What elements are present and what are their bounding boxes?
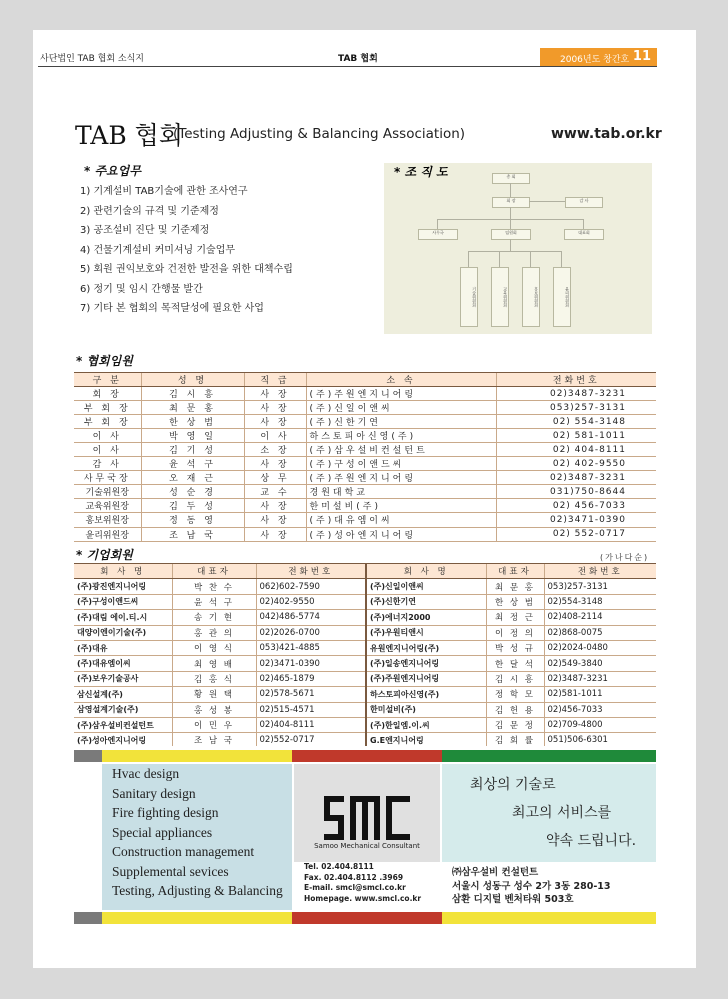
ad-bar-segment	[102, 912, 292, 924]
header-edition-box	[540, 48, 657, 66]
ad-slogan-line: 약속 드립니다.	[546, 833, 637, 849]
org-line	[468, 251, 469, 267]
org-box-committee: 교육위원회	[491, 267, 509, 327]
cell-company: 유원엔지니어링(주)	[366, 640, 486, 655]
table-row	[74, 457, 656, 471]
cell-representative: 이 영 식	[172, 640, 256, 655]
cell-representative: 한 달 석	[486, 656, 544, 671]
ad-color-bar-bottom	[74, 912, 656, 924]
ad-contact	[294, 862, 440, 910]
cell-representative: 최 문 홍	[486, 579, 544, 594]
cell-rank: 사 장	[244, 513, 306, 527]
cell-company: (주)주원엔지니어링	[366, 671, 486, 686]
ad-address-line: 삼환 디지털 벤처타워 503호	[452, 894, 574, 905]
ad-bar-segment	[74, 912, 102, 924]
column-header: 전화번호	[544, 564, 656, 579]
cell-phone: 053)421-4885	[256, 640, 366, 655]
table-row	[74, 527, 656, 541]
ad-logo-panel	[294, 764, 440, 910]
ad-service: Construction management	[112, 844, 255, 859]
header-rule	[38, 66, 657, 67]
cell-representative: 한 상 범	[486, 594, 544, 609]
ad-color-bar-top	[74, 750, 656, 762]
cell-phone: 02) 581-1011	[496, 429, 656, 443]
executives-heading: * 협회임원	[76, 354, 133, 368]
column-header: 성 명	[141, 373, 244, 387]
org-line	[510, 183, 511, 197]
cell-company: 삼신설계(주)	[74, 687, 172, 702]
cell-name: 한 상 범	[141, 415, 244, 429]
table-row	[74, 702, 656, 717]
cell-phone: 051)506-6301	[544, 733, 656, 748]
cell-affiliation: 하스토피아신영(주)	[306, 429, 496, 443]
cell-company: (주)광진엔지니어링	[74, 579, 172, 594]
cell-company: 한미설비(주)	[366, 702, 486, 717]
cell-affiliation: (주)성아엔지니어링	[306, 527, 496, 541]
cell-phone: 062)602-7590	[256, 579, 366, 594]
column-header: 대표자	[172, 564, 256, 579]
cell-phone: 031)750-8644	[496, 485, 656, 499]
website-link[interactable]: www.tab.or.kr	[551, 126, 662, 142]
business-heading: * 주요업무	[84, 164, 141, 178]
cell-phone: 02)404-8111	[256, 717, 366, 732]
org-box-representatives: 대표회	[564, 229, 604, 240]
org-line	[468, 251, 562, 252]
cell-representative: 박 성 규	[486, 640, 544, 655]
cell-position: 사무국장	[74, 471, 141, 485]
cell-affiliation: (주)주원엔지니어링	[306, 471, 496, 485]
table-row	[74, 387, 656, 401]
cell-phone: 02)3487-3231	[496, 387, 656, 401]
cell-representative: 김 시 흥	[486, 671, 544, 686]
cell-phone: 02)549-3840	[544, 656, 656, 671]
cell-name: 최 문 홍	[141, 401, 244, 415]
table-row	[74, 671, 656, 686]
cell-rank: 소 장	[244, 443, 306, 457]
column-header: 구 분	[74, 373, 141, 387]
ad-contact-line: Homepage. www.smcl.co.kr	[304, 893, 422, 903]
business-item: 2) 관련기술의 규격 및 기준제정	[80, 205, 219, 217]
cell-phone: 02)2026-0700	[256, 625, 366, 640]
running-header	[38, 48, 657, 66]
cell-affiliation: (주)구성이앤드씨	[306, 457, 496, 471]
cell-rank: 상 무	[244, 471, 306, 485]
cell-company: (주)일송엔지니어링	[366, 656, 486, 671]
cell-position: 교육위원장	[74, 499, 141, 513]
business-item: 7) 기타 본 협회의 목적달성에 필요한 사업	[80, 303, 264, 314]
table-row	[74, 579, 656, 594]
cell-company: 하스토피아신영(주)	[366, 687, 486, 702]
cell-phone: 02)709-4800	[544, 717, 656, 732]
cell-company: (주)우원티앤시	[366, 625, 486, 640]
cell-phone: 02)581-1011	[544, 687, 656, 702]
members-table	[74, 563, 656, 749]
cell-representative: 김 헌 용	[486, 702, 544, 717]
column-header: 직 급	[244, 373, 306, 387]
ad-contact-line: Tel. 02.404.8111	[304, 862, 374, 871]
page-number: 11	[632, 49, 651, 64]
cell-rank: 사 장	[244, 415, 306, 429]
ad-contact-line: E-mail. smcl@smcl.co.kr	[304, 883, 406, 892]
org-box-committee: 기술위원회	[460, 267, 478, 327]
ad-company-name-en: Samoo Mechanical Consultant	[314, 842, 420, 850]
cell-name: 김 시 흥	[141, 387, 244, 401]
table-row	[74, 656, 656, 671]
cell-phone: 02)408-2114	[544, 610, 656, 625]
cell-affiliation: (주)신일이앤씨	[306, 401, 496, 415]
cell-phone: 053)257-3131	[496, 401, 656, 415]
ad-slogan-line: 최상의 기술로	[470, 777, 556, 793]
org-box-committee: 윤리위원회	[553, 267, 571, 327]
cell-representative: 이 정 의	[486, 625, 544, 640]
business-item: 3) 공조설비 진단 및 기준제정	[80, 225, 210, 236]
column-header: 전화번호	[256, 564, 366, 579]
cell-representative: 송 기 현	[172, 610, 256, 625]
smc-logo-icon	[324, 796, 410, 840]
org-line	[510, 207, 511, 219]
ad-contact-line: Fax. 02.404.8112 .3969	[304, 872, 404, 882]
ad-service: Supplemental sevices	[112, 863, 229, 879]
cell-affiliation: (주)삼우설비컨설턴트	[306, 443, 496, 457]
members-heading: * 기업회원	[76, 548, 133, 562]
cell-representative: 김 회 률	[486, 733, 544, 748]
cell-rank: 사 장	[244, 401, 306, 415]
cell-affiliation: 한미설비(주)	[306, 499, 496, 513]
cell-phone: 053)257-3131	[544, 579, 656, 594]
cell-company: 대양이엔이기술(주)	[74, 625, 172, 640]
cell-phone: 02)3487-3231	[544, 671, 656, 686]
cell-company: (주)에너지2000	[366, 610, 486, 625]
cell-company: (주)구성이앤드씨	[74, 594, 172, 609]
table-row	[74, 717, 656, 732]
cell-phone: 02)554-3148	[544, 594, 656, 609]
cell-position: 윤리위원장	[74, 527, 141, 541]
org-box-secretariat: 사무국	[418, 229, 458, 240]
table-row	[74, 610, 656, 625]
cell-representative: 황 원 택	[172, 687, 256, 702]
cell-affiliation: (주)대유엠이씨	[306, 513, 496, 527]
org-line	[499, 251, 500, 267]
cell-representative: 조 남 국	[172, 733, 256, 748]
org-line	[529, 201, 565, 202]
cell-affiliation: 경원대학교	[306, 485, 496, 499]
table-header-row	[74, 564, 656, 579]
cell-rank: 사 장	[244, 499, 306, 513]
ad-bar-segment	[74, 750, 102, 762]
cell-phone: 02)578-5671	[256, 687, 366, 702]
page-title: TAB 협회	[75, 121, 183, 150]
ad-bar-segment	[292, 750, 442, 762]
cell-representative: 홍 성 봉	[172, 702, 256, 717]
cell-company: (주)대유엠이씨	[74, 656, 172, 671]
cell-phone: 02)515-4571	[256, 702, 366, 717]
ad-bar-segment	[442, 750, 656, 762]
table-row	[74, 429, 656, 443]
cell-rank: 교 수	[244, 485, 306, 499]
cell-phone: 02)868-0075	[544, 625, 656, 640]
column-header: 소 속	[306, 373, 496, 387]
ad-service: Sanitary design	[112, 785, 196, 801]
ad-address-line: 서울시 성동구 성수 2가 3동 280-13	[452, 880, 611, 892]
table-row	[74, 594, 656, 609]
ad-services-panel	[102, 764, 292, 910]
cell-phone: 02) 404-8111	[496, 443, 656, 457]
table-row	[74, 401, 656, 415]
cell-company: G.E엔지니어링	[366, 733, 486, 748]
column-header: 전화번호	[496, 373, 656, 387]
cell-position: 부 회 장	[74, 415, 141, 429]
business-item: 1) 기계설비 TAB기술에 관한 조사연구	[80, 186, 248, 197]
cell-representative: 김 문 정	[486, 717, 544, 732]
table-row	[74, 415, 656, 429]
cell-phone: 02)2024-0480	[544, 640, 656, 655]
business-item: 4) 건물기계설비 커미셔닝 기술업무	[80, 244, 236, 256]
ad-service: Testing, Adjusting & Balancing	[112, 883, 283, 898]
column-header: 대표자	[486, 564, 544, 579]
cell-phone: 02)3471-0390	[256, 656, 366, 671]
ad-service: Special appliances	[112, 824, 213, 840]
cell-affiliation: (주)주원엔지니어링	[306, 387, 496, 401]
cell-company: (주)삼우설비컨설턴트	[74, 717, 172, 732]
org-box-board: 임원회	[491, 229, 531, 240]
cell-rank: 사 장	[244, 527, 306, 541]
cell-name: 김 두 성	[141, 499, 244, 513]
cell-position: 기술위원장	[74, 485, 141, 499]
table-row	[74, 499, 656, 513]
cell-representative: 윤 석 구	[172, 594, 256, 609]
cell-position: 이 사	[74, 429, 141, 443]
cell-phone: 02)3471-0390	[496, 513, 656, 527]
cell-representative: 최 정 근	[486, 610, 544, 625]
table-row	[74, 471, 656, 485]
executives-table	[74, 372, 656, 542]
business-item: 6) 정기 및 임시 간행물 발간	[80, 283, 203, 295]
header-edition: 2006년도 창간호	[560, 55, 630, 65]
cell-phone: 02)456-7033	[544, 702, 656, 717]
org-box-auditor: 감 사	[565, 197, 603, 208]
org-chart	[384, 163, 652, 334]
cell-company: (주)보우기술공사	[74, 671, 172, 686]
org-heading: * 조 직 도	[394, 165, 448, 179]
cell-phone: 02)465-1879	[256, 671, 366, 686]
cell-position: 회 장	[74, 387, 141, 401]
ad-bar-segment	[442, 912, 656, 924]
cell-position: 홍보위원장	[74, 513, 141, 527]
cell-representative: 김 홍 식	[172, 671, 256, 686]
cell-position: 부 회 장	[74, 401, 141, 415]
cell-rank: 사 장	[244, 457, 306, 471]
cell-company: (주)대림 에이.티.시	[74, 610, 172, 625]
column-header: 회 사 명	[74, 564, 172, 579]
ad-service: Hvac design	[112, 766, 180, 781]
ad-slogan-panel	[442, 764, 656, 910]
cell-rank: 이 사	[244, 429, 306, 443]
org-box-assembly: 총 회	[492, 173, 530, 184]
org-box-committee: 홍보위원회	[522, 267, 540, 327]
cell-phone: 02)552-0717	[256, 733, 366, 748]
cell-name: 성 순 경	[141, 485, 244, 499]
cell-phone: 042)486-5774	[256, 610, 366, 625]
cell-phone: 02) 456-7033	[496, 499, 656, 513]
sort-note: (가나다순)	[600, 553, 650, 562]
cell-name: 김 기 성	[141, 443, 244, 457]
cell-phone: 02) 554-3148	[496, 415, 656, 429]
cell-company: (주)한일엠.이.씨	[366, 717, 486, 732]
cell-affiliation: (주)신한기연	[306, 415, 496, 429]
cell-name: 조 남 국	[141, 527, 244, 541]
page-subtitle: (Testing Adjusting & Balancing Association)	[173, 126, 466, 142]
cell-name: 박 영 일	[141, 429, 244, 443]
cell-representative: 홍 관 의	[172, 625, 256, 640]
cell-company: (주)신한기연	[366, 594, 486, 609]
cell-position: 이 사	[74, 443, 141, 457]
org-line	[510, 219, 511, 229]
cell-representative: 최 영 배	[172, 656, 256, 671]
table-row	[74, 625, 656, 640]
ad-address	[442, 862, 656, 910]
cell-name: 오 재 근	[141, 471, 244, 485]
header-publication: 사단법인 TAB 협회 소식지	[40, 54, 144, 64]
table-row	[74, 513, 656, 527]
table-header-row	[74, 373, 656, 387]
ad-address-line: ㈜삼우설비 컨설턴트	[452, 867, 539, 878]
cell-company: (주)대유	[74, 640, 172, 655]
cell-rank: 사 장	[244, 387, 306, 401]
cell-company: (주)성아엔지니어링	[74, 733, 172, 748]
cell-representative: 박 찬 수	[172, 579, 256, 594]
cell-phone: 02)402-9550	[256, 594, 366, 609]
cell-company: (주)신일이앤씨	[366, 579, 486, 594]
org-line	[437, 219, 438, 229]
cell-name: 정 동 영	[141, 513, 244, 527]
ad-bar-segment	[102, 750, 292, 762]
ad-service: Fire fighting design	[112, 805, 219, 820]
header-title: TAB 협회	[338, 54, 378, 64]
org-line	[510, 239, 511, 251]
business-list	[80, 182, 293, 319]
org-line	[583, 219, 584, 229]
org-line	[530, 251, 531, 267]
business-item: 5) 회원 권익보호와 건전한 발전을 위한 대책수립	[80, 264, 293, 275]
cell-phone: 02)3487-3231	[496, 471, 656, 485]
ad-bar-segment	[292, 912, 442, 924]
cell-representative: 정 학 모	[486, 687, 544, 702]
ad-slogan-line: 최고의 서비스를	[512, 805, 612, 821]
cell-phone: 02) 402-9550	[496, 457, 656, 471]
table-row	[74, 485, 656, 499]
table-row	[74, 687, 656, 702]
cell-phone: 02) 552-0717	[496, 527, 656, 541]
cell-company: 삼영설계기술(주)	[74, 702, 172, 717]
org-box-president: 회 장	[492, 197, 530, 208]
table-row	[74, 640, 656, 655]
cell-name: 윤 석 구	[141, 457, 244, 471]
cell-position: 감 사	[74, 457, 141, 471]
cell-representative: 이 민 우	[172, 717, 256, 732]
advertisement	[74, 746, 656, 930]
column-header: 회 사 명	[366, 564, 486, 579]
org-line	[561, 251, 562, 267]
table-row	[74, 443, 656, 457]
